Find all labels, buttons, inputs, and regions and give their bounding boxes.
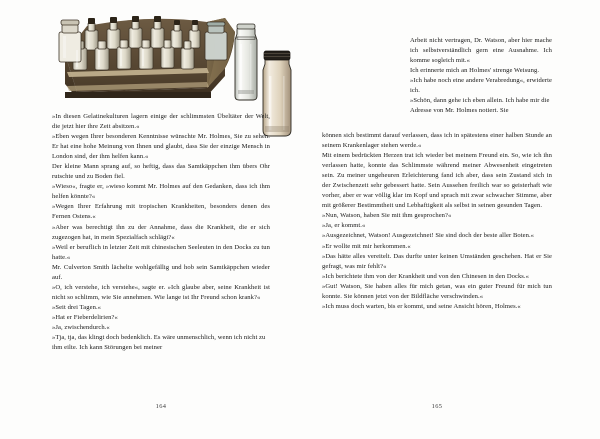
specimen-rack-svg — [57, 10, 243, 108]
paragraph: »Seit drei Tagen.« — [52, 303, 102, 311]
paragraph: »O, ich verstehe, ich verstehe«, sagte er. »Ich glaube aber, seine Krankheit ist nicht so schlimm, wie Sie annehmen. Wie lange ist Ihr Freund schon krank?« — [52, 283, 270, 301]
right-page — [300, 0, 600, 439]
paragraph: »Ja, zwischendurch.« — [52, 323, 110, 331]
paragraph: »Tja, tja, das klingt doch bedenklich. Es wäre unmenschlich, wenn ich nicht zu ihm eilte. Ich kann Störungen bei meiner — [52, 334, 266, 352]
right-page-body-text-wrapped — [410, 36, 552, 116]
paragraph: »Weil er beruflich in letzter Zeit mit chinesischen Seeleuten in den Docks zu tun hatte.« — [52, 243, 270, 261]
paragraph: »Wegen Ihrer Erfahrung mit tropischen Krankheiten, besonders denen des Fernen Ostens.« — [52, 203, 270, 221]
paragraph: »In diesen Gelatinekulturen lagern einige der schlimmsten Übeltäter der Welt, die jetzt hier ihre Zeit absitzen.« — [52, 113, 270, 131]
paragraph: Mit einem bedrückten Herzen trat ich wieder bei meinem Freund ein. So, wie ich ihn verlassen hatte, konnte das Schlimmste während meiner Abwesenheit eingetreten sein. Zu meiner ungeheuren Erleichterung fand ich aber, dass sein Zustand sich in der Zwischenzeit sehr gebessert hatte. Sein Aussehen freilich war so geisterhaft wie vorher, aber er war völlig klar im Kopf und sprach mit zwar schwacher Stimme, aber mit größerer Bestimmtheit und Lebhaftigkeit als selbst in seinen gesunden Tagen. — [322, 152, 552, 210]
paragraph: »Gut! Watson, Sie haben alles für mich getan, was ein guter Freund für mich tun konnte. Sie können jetzt von der Bildfläche verschwinden.« — [322, 282, 552, 300]
paragraph: »Ausgezeichnet, Watson! Ausgezeichnet! Sie sind doch der beste aller Boten.« — [322, 232, 535, 240]
page-number: 164 — [155, 403, 167, 410]
paragraph: »Wieso«, fragte er, »wieso kommt Mr. Holmes auf den Gedanken, dass ich ihm helfen könnte?« — [52, 183, 270, 201]
left-page-body-text — [52, 112, 270, 353]
specimen-rack-illustration — [57, 10, 243, 108]
paragraph: »Eben wegen Ihrer besonderen Kenntnisse wünschte Mr. Holmes, Sie zu sehen. Er hat eine hohe Meinung von Ihnen und glaubt, dass Sie der einzige Mensch in London sind, der ihm helfen kann.« — [52, 133, 270, 161]
paragraph: »Schön, dann gehe ich eben allein. Ich habe mir die Adresse von Mr. Holmes notiert. Sie — [410, 97, 550, 115]
paragraph: »Ich habe noch eine andere Verabredung«, erwiderte ich. — [410, 77, 552, 95]
paragraph: »Ich muss doch warten, bis er kommt, und seine Ansicht hören, Holmes.« — [322, 302, 521, 310]
paragraph: können sich bestimmt darauf verlassen, dass ich in spätestens einer halben Stunde an seinem Krankenlager stehen werde.« — [322, 132, 552, 150]
paragraph: »Er wollte mit mir herkommen.« — [322, 242, 411, 250]
paragraph: »Ich berichtete ihm von der Krankheit und von den Chinesen in den Docks.« — [322, 272, 530, 280]
right-page-body-text — [322, 131, 552, 312]
paragraph: Der kleine Mann sprang auf, so heftig, dass das Samtkäppchen ihm übers Ohr rutschte und zu Boden fiel. — [52, 163, 270, 181]
paragraph: Arbeit nicht vertragen, Dr. Watson, aber hier mache ich selbstverständlich gern eine Ausnahme. Ich komme sogleich mit.« — [410, 37, 552, 65]
paragraph: »Hat er Fieberdelirien?« — [52, 313, 118, 321]
paragraph: »Ja, er kommt.« — [322, 222, 366, 230]
paragraph: »Das hätte alles vereitelt. Das durfte unter keinen Umständen geschehen. Hat er Sie gefragt, was mir fehlt?« — [322, 252, 552, 270]
page-number: 165 — [431, 403, 443, 410]
paragraph: Mr. Culverton Smith lächelte wohlgefällig und hob sein Samtkäppchen wieder auf. — [52, 263, 270, 281]
paragraph: Ich erinnerte mich an Holmes' strenge Weisung. — [410, 67, 540, 75]
paragraph: »Nun, Watson, haben Sie mit ihm gesprochen?« — [322, 212, 452, 220]
paragraph: »Aber was berechtigt ihn zu der Annahme, dass die Krankheit, die er sich zugezogen hat, in mein Spezialfach schlägt?« — [52, 223, 270, 241]
